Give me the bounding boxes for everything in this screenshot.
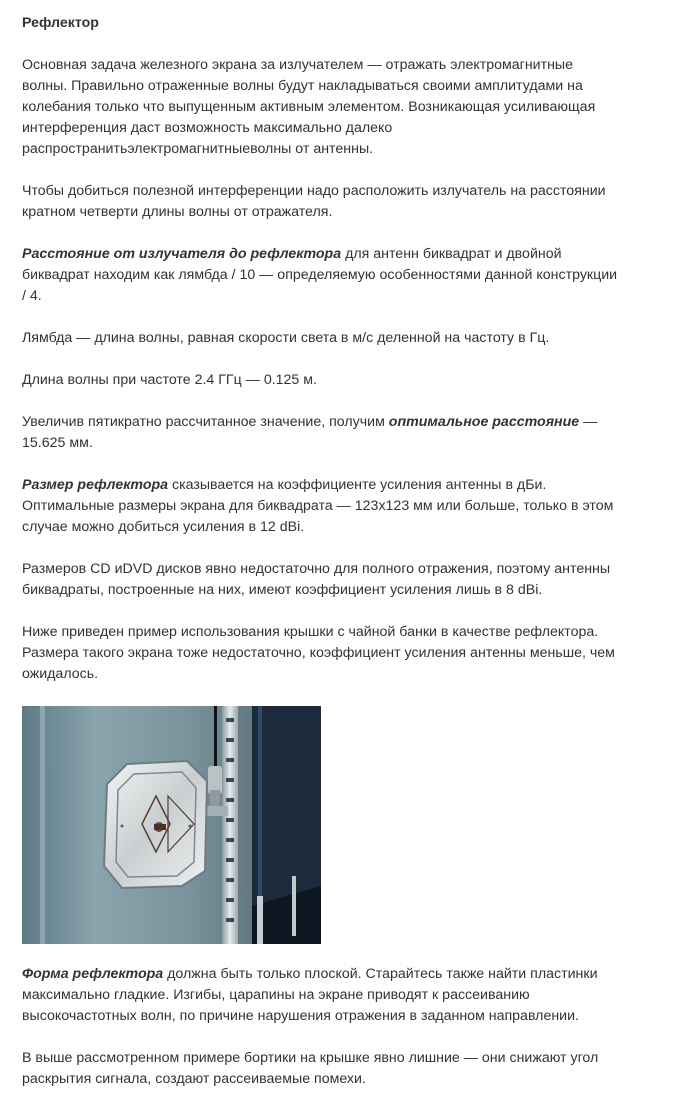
- shape-text: должна быть только плоской. Старайтесь также найти пластинки максимально гладкие. Изгибы, царапины на экране приводят к рассеиванию высокочастотных волн, по причине нарушения отражения в заданном направлении.: [22, 966, 598, 1024]
- shape-emphasis: Форма рефлектора: [22, 966, 164, 982]
- optimal-pre: Увеличив пятикратно рассчитанное значение, получим: [22, 414, 389, 430]
- optimal-emphasis: оптимальное расстояние: [388, 414, 580, 430]
- paragraph-reflector-size: [22, 475, 622, 538]
- paragraph-tea-can-example: Ниже приведен пример использования крышки с чайной банки в качестве рефлектора. Размера такого экрана тоже недостаточно, коэффициент усиления антенны меньше, чем ожидалось.: [22, 624, 615, 682]
- paragraph-rims-note: В выше рассмотренном примере бортики на крышке явно лишние — они снижают угол раскрытия сигнала, создают рассеиваемые помехи.: [22, 1050, 599, 1087]
- distance-emphasis: Расстояние от излучателя до рефлектора: [22, 246, 342, 262]
- paragraph-reflector-purpose: Основная задача железного экрана за излучателем — отражать электромагнитные волны. Правильно отраженные волны будут накладываться своими амплитудами на колебания только что выпущенным активным элементом. Возникающая усиливающая интерференция даст возможность максимально далеко распространитьэлектромагнитныеволны от антенны.: [22, 57, 596, 157]
- optimal-post: — 15.625 мм.: [22, 414, 598, 451]
- distance-text: для антенн биквадрат и двойной биквадрат находим как лямбда / 10 — определяемую особенностями данной конструкции / 4.: [22, 246, 618, 304]
- paragraph-cd-dvd: Размеров CD иDVD дисков явно недостаточно для полного отражения, поэтому антенны биквадраты, построенные на них, имеют коэффициент усиления лишь в 8 dBi.: [22, 561, 611, 598]
- paragraph-wavelength: Длина волны при частоте 2.4 ГГц — 0.125 м.: [22, 372, 317, 388]
- paragraph-reflector-shape: [22, 964, 622, 1027]
- paragraph-optimal-distance: [22, 412, 622, 454]
- paragraph-distance: [22, 244, 622, 307]
- paragraph-interference: Чтобы добиться полезной интерференции надо расположить излучатель на расстоянии кратном четверти длины волны от отражателя.: [22, 183, 606, 220]
- article: [22, 13, 622, 1111]
- size-emphasis: Размер рефлектора: [22, 477, 169, 493]
- size-text: сказывается на коэффициенте усиления антенны в дБи. Оптимальные размеры экрана для биквадрата — 123х123 мм или больше, только в этом случае можно добиться усиления в 12 dBi.: [22, 477, 614, 535]
- section-title: Рефлектор: [22, 15, 99, 31]
- paragraph-lambda: Лямбда — длина волны, равная скорости света в м/с деленной на частоту в Гц.: [22, 330, 550, 346]
- reflector-photo: [22, 706, 321, 944]
